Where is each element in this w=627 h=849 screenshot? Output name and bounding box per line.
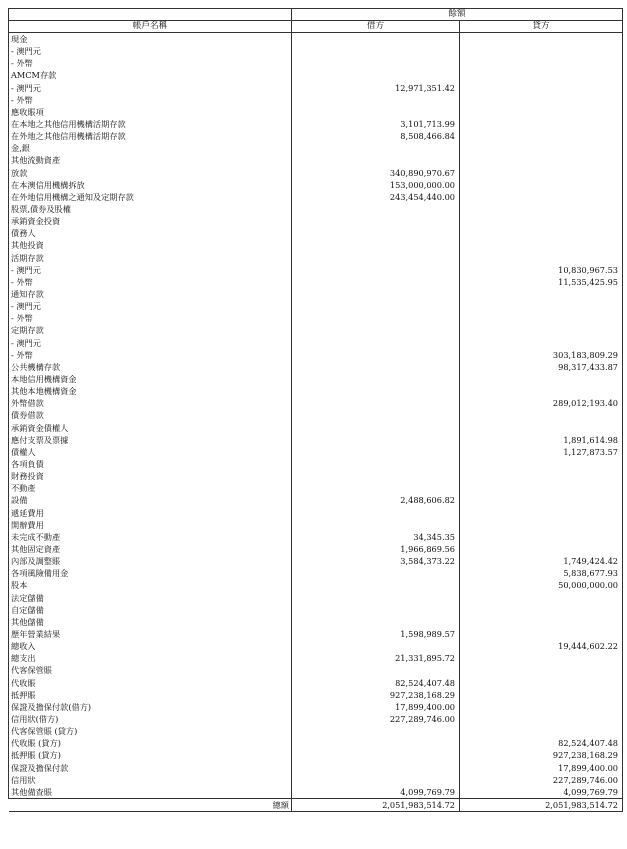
- credit-cell: 303,183,809.29: [460, 349, 623, 361]
- debit-cell: [292, 45, 460, 57]
- table-row: [9, 288, 623, 300]
- debit-cell: [292, 337, 460, 349]
- debit-cell: [292, 252, 460, 264]
- account-name-cell: 活期存款: [9, 252, 292, 264]
- table-row: [9, 579, 623, 591]
- credit-cell: [460, 300, 623, 312]
- credit-cell: [460, 154, 623, 166]
- table-row: [9, 494, 623, 506]
- table-row: [9, 397, 623, 409]
- credit-cell: 17,899,400.00: [460, 761, 623, 773]
- credit-cell: [460, 591, 623, 603]
- table-row: [9, 531, 623, 543]
- account-name-cell: 債權人: [9, 446, 292, 458]
- account-name-cell: 在外地信用機構之通知及定期存款: [9, 191, 292, 203]
- account-name-cell: 總支出: [9, 652, 292, 664]
- debit-cell: [292, 737, 460, 749]
- table-row: [9, 337, 623, 349]
- account-name-cell: 應付支票及票據: [9, 434, 292, 446]
- credit-cell: [460, 215, 623, 227]
- credit-cell: [460, 506, 623, 518]
- table-row: [9, 33, 623, 46]
- table-row: [9, 82, 623, 94]
- debit-cell: 340,890,970.67: [292, 167, 460, 179]
- account-name-cell: 法定儲備: [9, 591, 292, 603]
- credit-cell: [460, 252, 623, 264]
- account-name-cell: - 澳門元: [9, 300, 292, 312]
- table-row: [9, 470, 623, 482]
- credit-cell: 19,444,602.22: [460, 640, 623, 652]
- credit-cell: [460, 179, 623, 191]
- debit-cell: 2,488,606.82: [292, 494, 460, 506]
- credit-cell: [460, 203, 623, 215]
- debit-cell: [292, 604, 460, 616]
- account-name-cell: 現金: [9, 33, 292, 46]
- table-row: [9, 167, 623, 179]
- credit-cell: [460, 519, 623, 531]
- credit-cell: [460, 422, 623, 434]
- account-name-cell: AMCM存款: [9, 69, 292, 81]
- table-row: [9, 458, 623, 470]
- account-name-cell: 股本: [9, 579, 292, 591]
- table-row: [9, 446, 623, 458]
- table-row: [9, 45, 623, 57]
- credit-cell: [460, 191, 623, 203]
- account-name-cell: 定期存款: [9, 324, 292, 336]
- credit-cell: 1,749,424.42: [460, 555, 623, 567]
- credit-cell: [460, 130, 623, 142]
- credit-cell: [460, 288, 623, 300]
- account-name-cell: 通知存款: [9, 288, 292, 300]
- debit-cell: [292, 591, 460, 603]
- credit-cell: [460, 531, 623, 543]
- account-name-cell: - 外幣: [9, 349, 292, 361]
- table-row: [9, 519, 623, 531]
- table-row: [9, 227, 623, 239]
- account-name-cell: 開辦費用: [9, 519, 292, 531]
- debit-cell: 1,966,869.56: [292, 543, 460, 555]
- table-row: [9, 264, 623, 276]
- table-row: [9, 409, 623, 421]
- debit-cell: 21,331,895.72: [292, 652, 460, 664]
- account-name-cell: 在本澳信用機構拆放: [9, 179, 292, 191]
- credit-cell: 227,289,746.00: [460, 774, 623, 786]
- account-name-cell: 放款: [9, 167, 292, 179]
- credit-cell: [460, 33, 623, 46]
- account-name-cell: 自定儲備: [9, 604, 292, 616]
- credit-cell: [460, 118, 623, 130]
- debit-cell: [292, 385, 460, 397]
- table-row: [9, 373, 623, 385]
- debit-cell: [292, 276, 460, 288]
- table-row: [9, 555, 623, 567]
- account-name-cell: 其他備查賬: [9, 786, 292, 799]
- debit-cell: [292, 458, 460, 470]
- table-row: [9, 664, 623, 676]
- account-name-cell: 保證及擔保付款(借方): [9, 701, 292, 713]
- account-name-cell: 歷年營業結果: [9, 628, 292, 640]
- credit-cell: 98,317,433.87: [460, 361, 623, 373]
- debit-cell: [292, 227, 460, 239]
- account-name-cell: 本地信用機構資金: [9, 373, 292, 385]
- credit-cell: [460, 167, 623, 179]
- debit-cell: [292, 519, 460, 531]
- debit-cell: [292, 57, 460, 69]
- credit-cell: [460, 494, 623, 506]
- credit-cell: [460, 337, 623, 349]
- account-name-cell: 總收入: [9, 640, 292, 652]
- debit-cell: 1,598,989.57: [292, 628, 460, 640]
- account-name-cell: 公共機構存款: [9, 361, 292, 373]
- table-row: [9, 349, 623, 361]
- account-name-cell: 內部及調整賬: [9, 555, 292, 567]
- table-row: [9, 482, 623, 494]
- debit-cell: [292, 154, 460, 166]
- credit-cell: 927,238,168.29: [460, 749, 623, 761]
- account-name-cell: 抵押賬: [9, 689, 292, 701]
- account-name-cell: 保證及擔保付款: [9, 761, 292, 773]
- debit-cell: 34,345.35: [292, 531, 460, 543]
- account-name-cell: 應收賬項: [9, 106, 292, 118]
- debit-cell: [292, 69, 460, 81]
- table-row: [9, 130, 623, 142]
- account-name-cell: 信用狀(借方): [9, 713, 292, 725]
- account-name-cell: 遞延費用: [9, 506, 292, 518]
- account-name-cell: 代客保管賬: [9, 664, 292, 676]
- table-row: [9, 616, 623, 628]
- table-row: [9, 567, 623, 579]
- table-row: [9, 640, 623, 652]
- credit-cell: [460, 57, 623, 69]
- debit-cell: [292, 749, 460, 761]
- table-row: [9, 761, 623, 773]
- credit-cell: [460, 409, 623, 421]
- table-row: [9, 506, 623, 518]
- debit-cell: 17,899,400.00: [292, 701, 460, 713]
- debit-cell: 3,584,373.22: [292, 555, 460, 567]
- table-row: [9, 749, 623, 761]
- table-row: [9, 106, 623, 118]
- credit-cell: [460, 725, 623, 737]
- table-row: [9, 385, 623, 397]
- debit-cell: [292, 434, 460, 446]
- table-row: [9, 179, 623, 191]
- debit-cell: 4,099,769.79: [292, 786, 460, 799]
- table-row: [9, 701, 623, 713]
- credit-cell: [460, 239, 623, 251]
- account-name-cell: - 外幣: [9, 94, 292, 106]
- credit-cell: 1,891,614.98: [460, 434, 623, 446]
- credit-cell: 11,535,425.95: [460, 276, 623, 288]
- credit-cell: 4,099,769.79: [460, 786, 623, 799]
- credit-cell: [460, 82, 623, 94]
- credit-cell: [460, 482, 623, 494]
- table-row: [9, 604, 623, 616]
- account-name-cell: 其他固定資產: [9, 543, 292, 555]
- debit-cell: [292, 94, 460, 106]
- account-name-cell: - 澳門元: [9, 45, 292, 57]
- credit-cell: 82,524,407.48: [460, 737, 623, 749]
- debit-cell: [292, 409, 460, 421]
- total-label: 總額: [9, 798, 292, 811]
- account-name-cell: - 澳門元: [9, 337, 292, 349]
- credit-cell: [460, 142, 623, 154]
- credit-cell: 1,127,873.57: [460, 446, 623, 458]
- debit-cell: [292, 373, 460, 385]
- debit-cell: [292, 446, 460, 458]
- table-row: [9, 57, 623, 69]
- account-name-header: 帳戶名稱: [9, 21, 292, 33]
- header-blank-cell: [9, 9, 292, 21]
- account-name-cell: 債券借款: [9, 409, 292, 421]
- table-row: [9, 203, 623, 215]
- account-name-cell: 其他本地機構資金: [9, 385, 292, 397]
- debit-cell: [292, 142, 460, 154]
- debit-cell: 3,101,713.99: [292, 118, 460, 130]
- account-name-cell: - 澳門元: [9, 82, 292, 94]
- account-name-cell: - 外幣: [9, 312, 292, 324]
- credit-cell: [460, 312, 623, 324]
- table-row: [9, 725, 623, 737]
- table-row: [9, 300, 623, 312]
- table-row: [9, 422, 623, 434]
- account-name-cell: 各項風險備用金: [9, 567, 292, 579]
- table-row: [9, 628, 623, 640]
- table-row: [9, 713, 623, 725]
- debit-cell: 927,238,168.29: [292, 689, 460, 701]
- credit-cell: [460, 652, 623, 664]
- credit-cell: [460, 458, 623, 470]
- credit-cell: [460, 628, 623, 640]
- credit-cell: [460, 713, 623, 725]
- debit-cell: 153,000,000.00: [292, 179, 460, 191]
- account-name-cell: 代客保管賬 (貸方): [9, 725, 292, 737]
- account-name-cell: 承銷資金債權人: [9, 422, 292, 434]
- table-row: [9, 154, 623, 166]
- debit-cell: [292, 482, 460, 494]
- debit-cell: [292, 288, 460, 300]
- account-name-cell: 抵押賬 (貸方): [9, 749, 292, 761]
- debit-cell: [292, 239, 460, 251]
- debit-cell: [292, 640, 460, 652]
- table-row: [9, 591, 623, 603]
- account-name-cell: 各項負債: [9, 458, 292, 470]
- account-name-cell: 債務人: [9, 227, 292, 239]
- credit-cell: [460, 689, 623, 701]
- account-name-cell: 承銷資金投資: [9, 215, 292, 227]
- table-row: [9, 676, 623, 688]
- table-row: [9, 94, 623, 106]
- table-row: [9, 324, 623, 336]
- account-name-cell: - 外幣: [9, 276, 292, 288]
- credit-cell: [460, 701, 623, 713]
- table-row: [9, 252, 623, 264]
- debit-cell: [292, 106, 460, 118]
- table-row: [9, 239, 623, 251]
- credit-cell: [460, 385, 623, 397]
- credit-cell: [460, 45, 623, 57]
- account-name-cell: 其他投資: [9, 239, 292, 251]
- debit-cell: 227,289,746.00: [292, 713, 460, 725]
- debit-cell: 243,454,440.00: [292, 191, 460, 203]
- debit-cell: [292, 33, 460, 46]
- account-name-cell: 其他流動資產: [9, 154, 292, 166]
- credit-cell: 50,000,000.00: [460, 579, 623, 591]
- credit-cell: [460, 543, 623, 555]
- table-row: [9, 434, 623, 446]
- debit-cell: [292, 203, 460, 215]
- credit-cell: [460, 470, 623, 482]
- debit-cell: [292, 774, 460, 786]
- table-row: [9, 774, 623, 786]
- account-name-cell: 在本地之其他信用機構活期存款: [9, 118, 292, 130]
- table-row: [9, 69, 623, 81]
- table-row: [9, 312, 623, 324]
- account-name-cell: 代收賬: [9, 676, 292, 688]
- account-name-cell: 設備: [9, 494, 292, 506]
- table-row: [9, 543, 623, 555]
- balance-header: 餘額: [292, 9, 623, 21]
- table-row: [9, 142, 623, 154]
- debit-cell: [292, 579, 460, 591]
- balance-sheet: [8, 8, 622, 812]
- debit-cell: [292, 397, 460, 409]
- account-name-cell: 股票,債券及股權: [9, 203, 292, 215]
- table-row: [9, 118, 623, 130]
- total-debit: 2,051,983,514.72: [292, 798, 460, 811]
- account-name-cell: 信用狀: [9, 774, 292, 786]
- table-row: [9, 786, 623, 799]
- credit-cell: [460, 94, 623, 106]
- credit-cell: [460, 227, 623, 239]
- debit-cell: [292, 312, 460, 324]
- debit-cell: [292, 725, 460, 737]
- debit-cell: [292, 470, 460, 482]
- account-name-cell: 代收賬 (貸方): [9, 737, 292, 749]
- debit-cell: 82,524,407.48: [292, 676, 460, 688]
- debit-cell: [292, 349, 460, 361]
- credit-cell: [460, 604, 623, 616]
- debit-cell: 8,508,466.84: [292, 130, 460, 142]
- table-row: [9, 737, 623, 749]
- credit-cell: [460, 373, 623, 385]
- balance-table: [8, 8, 623, 812]
- credit-header: 貸方: [460, 21, 623, 33]
- credit-cell: [460, 324, 623, 336]
- account-name-cell: - 澳門元: [9, 264, 292, 276]
- account-name-cell: 未完成不動產: [9, 531, 292, 543]
- credit-cell: [460, 106, 623, 118]
- debit-cell: 12,971,351.42: [292, 82, 460, 94]
- table-row: [9, 361, 623, 373]
- table-row: [9, 689, 623, 701]
- credit-cell: [460, 69, 623, 81]
- table-row: [9, 276, 623, 288]
- account-name-cell: 其他儲備: [9, 616, 292, 628]
- account-name-cell: 在外地之其他信用機構活期存款: [9, 130, 292, 142]
- debit-cell: [292, 567, 460, 579]
- account-name-cell: 財務投資: [9, 470, 292, 482]
- account-name-cell: 外幣借款: [9, 397, 292, 409]
- total-credit: 2,051,983,514.72: [460, 798, 623, 811]
- debit-cell: [292, 324, 460, 336]
- debit-header: 借方: [292, 21, 460, 33]
- credit-cell: 5,838,677.93: [460, 567, 623, 579]
- debit-cell: [292, 506, 460, 518]
- credit-cell: 289,012,193.40: [460, 397, 623, 409]
- credit-cell: [460, 664, 623, 676]
- debit-cell: [292, 361, 460, 373]
- credit-cell: [460, 616, 623, 628]
- credit-cell: [460, 676, 623, 688]
- account-name-cell: 金,銀: [9, 142, 292, 154]
- credit-cell: 10,830,967.53: [460, 264, 623, 276]
- debit-cell: [292, 422, 460, 434]
- table-row: [9, 652, 623, 664]
- table-row: [9, 191, 623, 203]
- debit-cell: [292, 616, 460, 628]
- debit-cell: [292, 215, 460, 227]
- total-row: [9, 798, 623, 811]
- account-name-cell: - 外幣: [9, 57, 292, 69]
- debit-cell: [292, 761, 460, 773]
- debit-cell: [292, 264, 460, 276]
- debit-cell: [292, 664, 460, 676]
- table-row: [9, 215, 623, 227]
- account-name-cell: 不動產: [9, 482, 292, 494]
- debit-cell: [292, 300, 460, 312]
